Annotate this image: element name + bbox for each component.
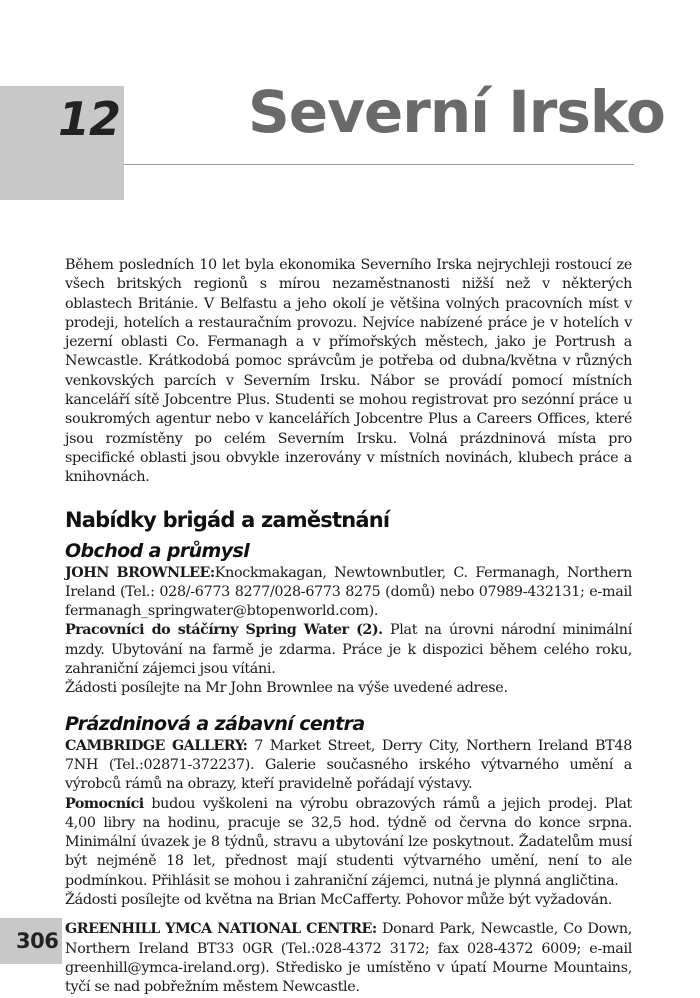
page-number: 306 — [16, 929, 59, 953]
entry-spacer — [65, 910, 632, 920]
section-heading: Nabídky brigád a zaměstnání — [65, 507, 390, 532]
entry-apply: Žádosti posílejte od května na Brian McCafferty. Pohovor může být vyžadován. — [65, 892, 613, 909]
job-entry — [65, 564, 632, 699]
page-content — [65, 256, 632, 998]
employer-address: Knockmakagan, Newtownbutler, C. Fermanagh, Northern Ireland (Tel.: 028/-6773 8277/028-6773 8275 (domů) nebo 07989-432131; e-mail fermanagh_springwater@btopenworld.com). — [65, 564, 632, 620]
employer-name: CAMBRIDGE GALLERY: — [65, 737, 248, 754]
position-title: Pomocníci — [65, 795, 144, 812]
position-title: Pracovníci do stáčírny Spring Water (2). — [65, 622, 383, 639]
subsection-heading: Prázdninová a zábavní centra — [65, 712, 365, 735]
entry-employer — [65, 920, 632, 997]
entry-employer — [65, 564, 632, 622]
employer-address: 7 Market Street, Derry City, Northern Ireland BT48 7NH (Tel.:02871-372237). Galerie současného irského výtvarného umění a výrobců rámů na obrazy, kteří pravidelně pořádají výstavy. — [65, 737, 632, 793]
intro-paragraph: Během posledních 10 let byla ekonomika Severního Irska nejrychleji rostoucí ze všech britských regionů s mírou nezaměstnanosti nižší než v některých oblastech Británie. V Belfastu a jeho okolí je většina volných pracovních míst v prodeji, hotelích a restauračním provozu. Nejvíce nabízené práce je v hotelích v jezerní oblasti Co. Fermanagh a v přímořských městech, jako je Portrush a Newcastle. Krátkodobá pomoc správcům je potřeba od dubna/května v různých venkovských parcích v Severním Irsku. Nábor se provádí pomocí místních kanceláří sítě Jobcentre Plus. Studenti se mohou registrovat pro sezónní práce u soukromých agentur nebo v kancelářích Jobcentre Plus a Careers Offices, které jsou rozmístěny po celém Severním Irsku. Volná prázdninová místa pro specifické oblasti jsou obvykle inzerovány v místních novinách, klubech práce a knihovnách. — [65, 257, 632, 486]
entry-apply: Žádosti posílejte na Mr John Brownlee na výše uvedené adrese. — [65, 680, 508, 697]
entry-position — [65, 795, 632, 891]
chapter-number: 12 — [58, 92, 121, 146]
chapter-title: Severní Irsko — [248, 78, 665, 146]
entry-position — [65, 621, 632, 679]
position-details: Plat na úrovni národní minimální mzdy. Ubytování na farmě je zdarma. Práce je k dispozici během celého roku, zahraniční zájemci jsou vítáni. — [65, 622, 632, 678]
employer-name: JOHN BROWNLEE: — [65, 564, 215, 581]
subsection-heading: Obchod a průmysl — [65, 539, 250, 562]
employer-address: Donard Park, Newcastle, Co Down, Northern Ireland BT33 0GR (Tel.:028-4372 3172; fax 028-4372 6009; e-mail greenhill@ymca-ireland.org). Středisko je umístěno v úpatí Mourne Mountains, tyčí se nad pobřežním městem Newcastle. — [65, 921, 632, 996]
title-divider — [124, 164, 634, 165]
employer-name: GREENHILL YMCA NATIONAL CENTRE: — [65, 921, 377, 938]
job-entry — [65, 920, 632, 997]
entry-employer — [65, 737, 632, 795]
position-details: budou vyškoleni na výrobu obrazových rámů a jejich prodej. Plat 4,00 libry na hodinu, pracuje se 32,5 hod. týdně od června do konce srpna. Minimální úvazek je 8 týdnů, stravu a ubytování lze poskytnout. Žadatelům musí být nejméně 18 let, přednost mají studenti výtvarného umění, není to ale podmínkou. Přihlásit se mohou i zahraniční zájemci, nutná je plynná angličtina. — [65, 795, 633, 889]
job-entry — [65, 737, 632, 911]
